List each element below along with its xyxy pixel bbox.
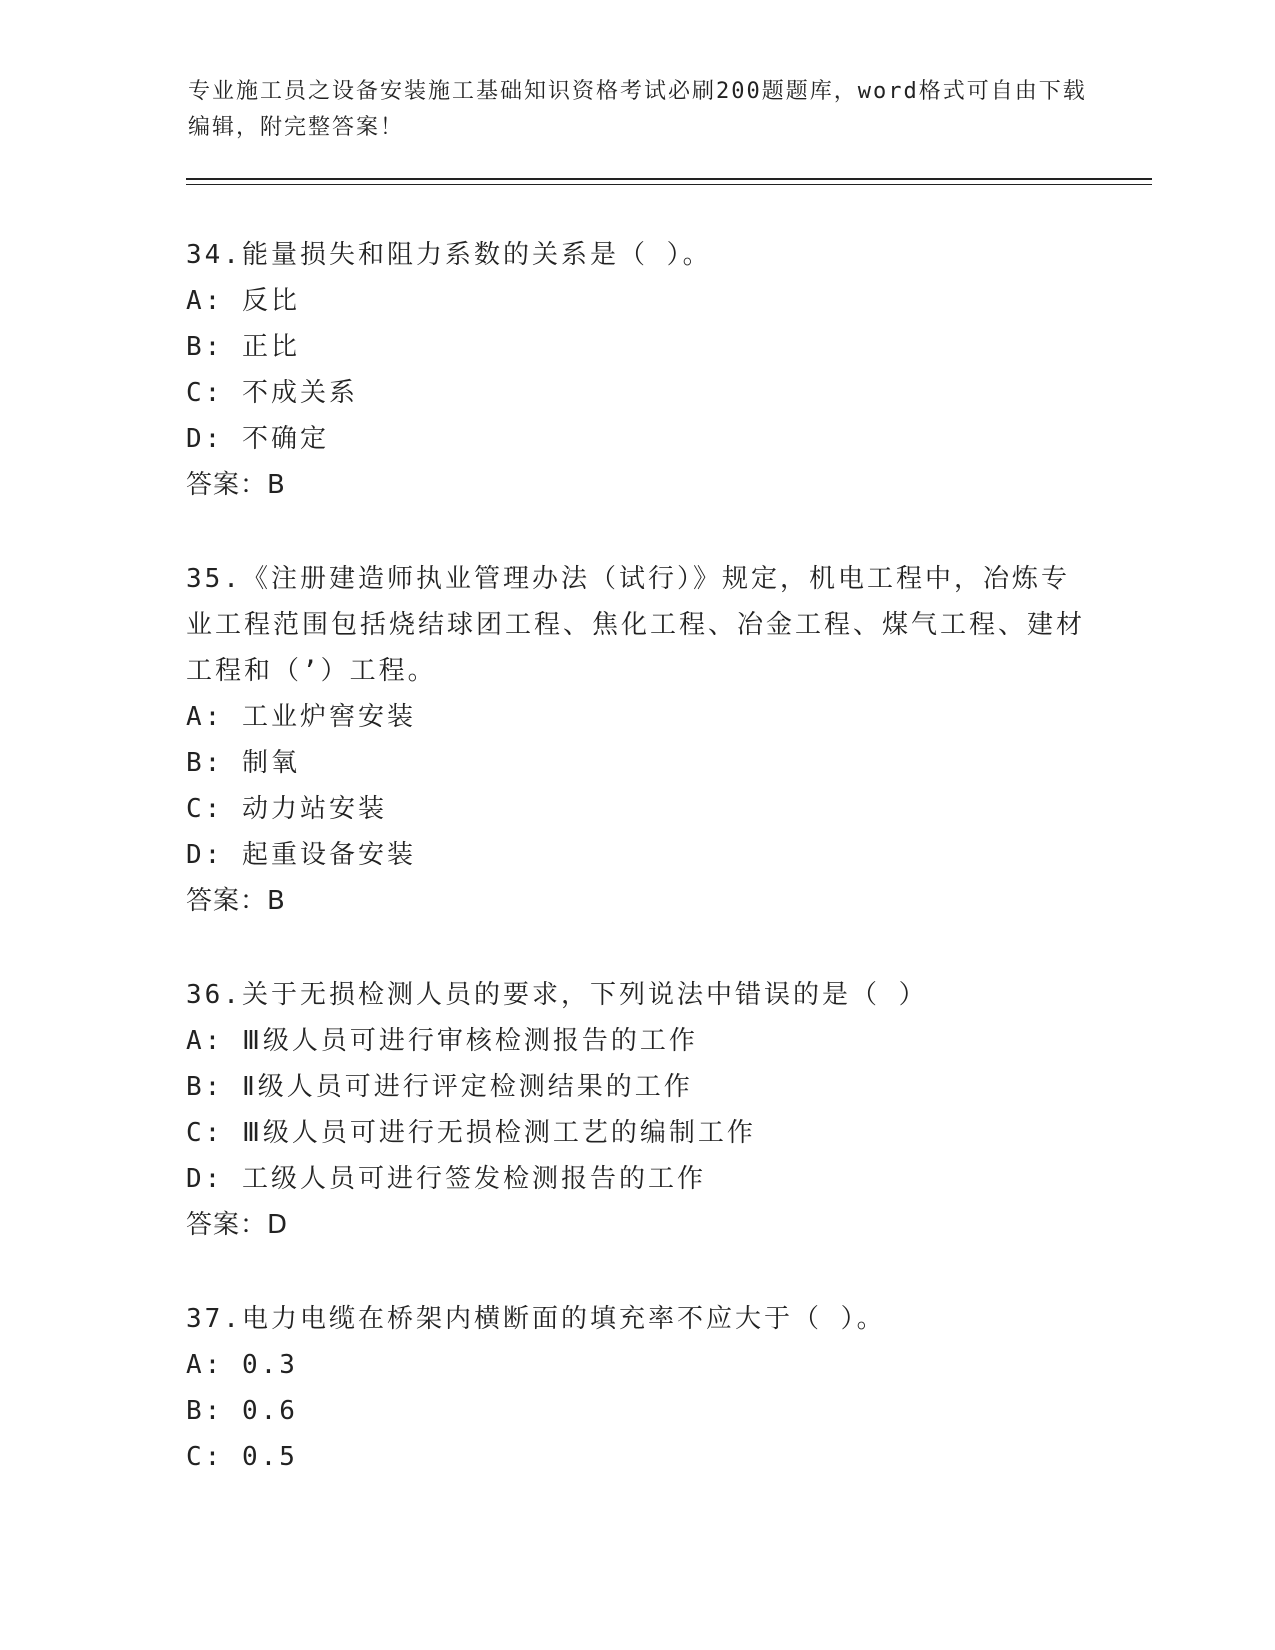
- option-b: B: Ⅱ级人员可进行评定检测结果的工作: [186, 1072, 693, 1102]
- question-stem: 37.电力电缆在桥架内横断面的填充率不应大于（ ）。: [186, 1304, 886, 1334]
- question-35: [186, 556, 1086, 924]
- answer: 答案：D: [186, 1210, 289, 1240]
- option-a: A: 工业炉窖安装: [186, 702, 416, 732]
- question-list: [186, 232, 1086, 1480]
- option-c: C: Ⅲ级人员可进行无损检测工艺的编制工作: [186, 1118, 756, 1148]
- option-c: C: 不成关系: [186, 378, 358, 408]
- question-stem: 34.能量损失和阻力系数的关系是（ ）。: [186, 240, 712, 270]
- answer: 答案：B: [186, 470, 286, 500]
- question-stem: 35.《注册建造师执业管理办法（试行）》规定，机电工程中，冶炼专业工程范围包括烧结球团工程、焦化工程、冶金工程、煤气工程、建材工程和（’）工程。: [186, 564, 1086, 686]
- document-header: 专业施工员之设备安装施工基础知识资格考试必刷200题题库，word格式可自由下载编辑，附完整答案！: [188, 79, 1087, 140]
- option-d: D: 工级人员可进行签发检测报告的工作: [186, 1164, 706, 1194]
- option-c: C: 0.5: [186, 1442, 298, 1472]
- question-37: [186, 1296, 1086, 1480]
- question-34: [186, 232, 1086, 508]
- header-divider: [186, 178, 1152, 180]
- question-stem: 36.关于无损检测人员的要求，下列说法中错误的是（ ）: [186, 980, 928, 1010]
- option-a: A: 0.3: [186, 1350, 298, 1380]
- header-divider-thin: [186, 184, 1152, 185]
- option-c: C: 动力站安装: [186, 794, 387, 824]
- answer: 答案：B: [186, 886, 286, 916]
- option-b: B: 正比: [186, 332, 300, 362]
- question-36: [186, 972, 1086, 1248]
- option-d: D: 不确定: [186, 424, 329, 454]
- option-a: A: 反比: [186, 286, 300, 316]
- option-b: B: 制氧: [186, 748, 300, 778]
- option-d: D: 起重设备安装: [186, 840, 416, 870]
- option-b: B: 0.6: [186, 1396, 298, 1426]
- option-a: A: Ⅲ级人员可进行审核检测报告的工作: [186, 1026, 698, 1056]
